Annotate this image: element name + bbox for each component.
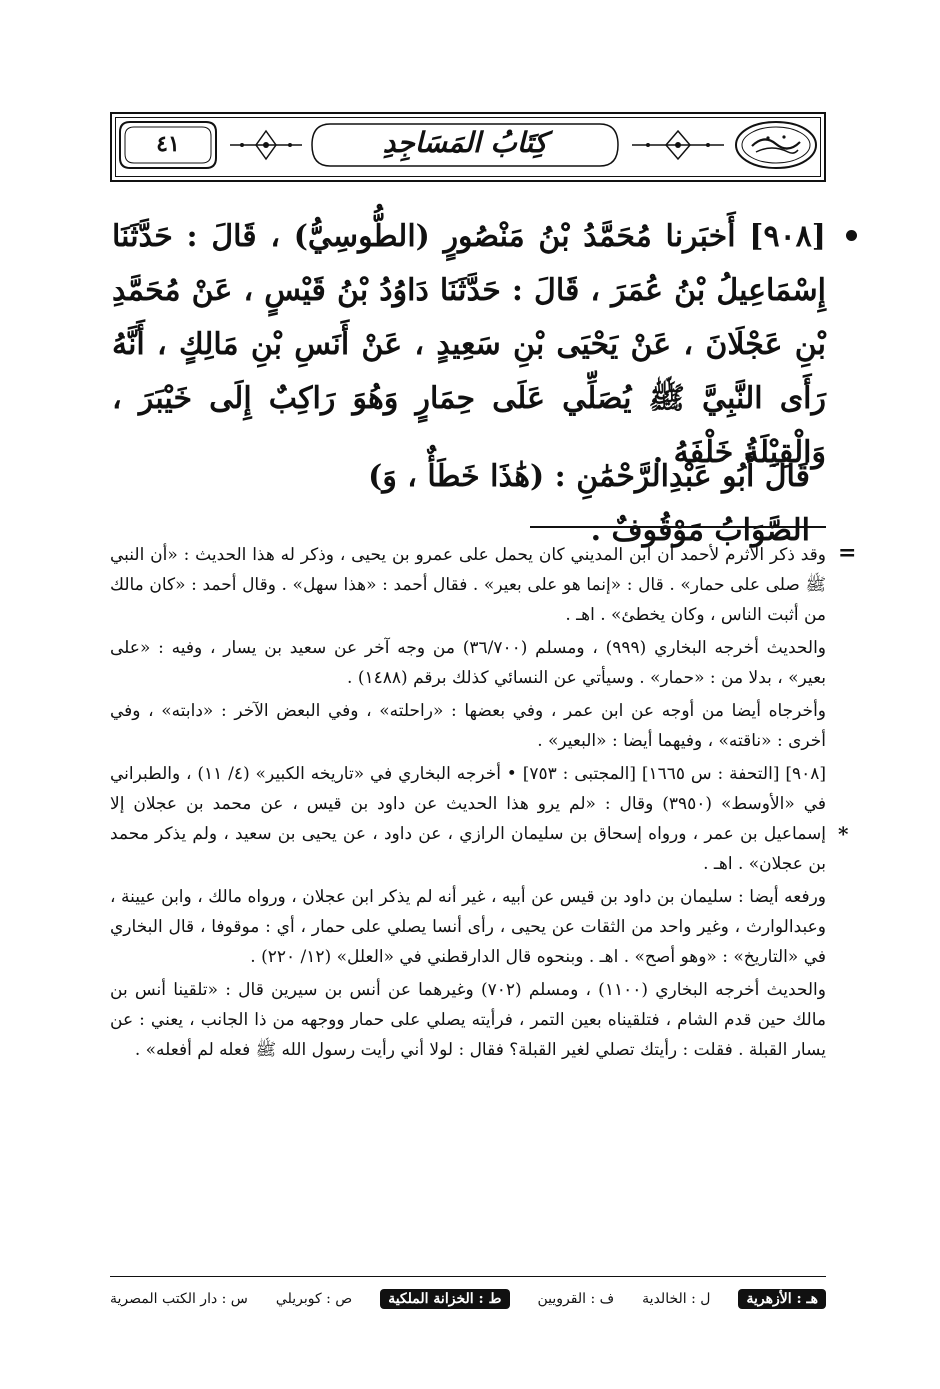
legend-item: س : دار الكتب المصرية: [110, 1291, 248, 1307]
legend-item: ل : الخالدية: [642, 1291, 711, 1307]
legend-item-highlighted: ط : الخزانة الملكية: [380, 1289, 509, 1309]
footnotes-block: [110, 540, 826, 1068]
footnote-paragraph: وقد ذكر الأثرم لأحمد أن ابن المديني كان يحمل على عمرو بن يحيى ، وذكر له هذا الحديث : «أن النبي ﷺ صلى على حمار» . قال : «إنما هو على بعير» . فقال أحمد : «هذا سهل» . وقال أحمد : «كان مالك من أثبت الناس ، وكان يخطئ» . اهـ .: [110, 545, 826, 625]
hadith-verdict: قَالَ أَبُو عَبْدِالرَّحْمَٰنِ : (هَٰذَا خَطَأٌ ، وَ) الصَّوَابُ مَوْقُوفٌ .: [368, 459, 810, 548]
footnote-divider: [530, 526, 826, 528]
page-number-box: [116, 118, 220, 172]
ornament-left-icon: [228, 128, 304, 162]
ornament-seal-icon: [732, 118, 820, 172]
footnote-star-mark: *: [838, 822, 849, 846]
footnote-paragraph: ورفعه أيضا : سليمان بن داود بن قيس عن أبيه ، غير أنه لم يذكر ابن عجلان ، ورواه مالك ، وابن عيينة ، وعبدالوارث ، وغير واحد من الثقات عن يحيى ، رأى أنسا يصلي على حمار ، أي : موقوفا ، قال البخاري في «التاريخ» : «وهو أصح» . اهـ . وبنحوه قال الدارقطني في «العلل» (١٢/ ٢٢٠) .: [110, 887, 826, 967]
footnote-paragraph: والحديث أخرجه البخاري (٩٩٩) ، ومسلم (٣٦/٧٠٠) من وجه آخر عن سعيد بن يسار ، وفيه : «على بعير» ، بدلا من : «حمار» . وسيأتي عن النسائي كذلك برقم (١٤٨٨) .: [110, 638, 827, 688]
footnote-paragraph: والحديث أخرجه البخاري (١١٠٠) ، ومسلم (٧٠٢) وغيرهما عن أنس بن سيرين قال : «تلقينا أنس بن مالك حين قدم الشام ، فتلقيناه بعين التمر ، فرأيته يصلي على حمار ووجهه من ذا الجانب ، يعني : عن يسار القبلة . فقلت : رأيتك تصلي لغير القبلة؟ فقال : لولا أني رأيت رسول الله ﷺ فعله لم أفعله» .: [110, 980, 826, 1060]
page-header: [110, 112, 826, 182]
legend-item-highlighted: هـ : الأزهرية: [738, 1289, 826, 1309]
hadith-main-text-block: [112, 210, 826, 480]
footnote-paragraph: [٩٠٨] [التحفة : س ١٦٦٥] [المجتبى : ٧٥٣] • أخرجه البخاري في «تاريخه الكبير» (٤/ ١١) ، والطبراني في «الأوسط» (٣٩٥٠) وقال : «لم يرو هذا الحديث عن داود بن قيس ، عن محمد بن عجلان إلا إسماعيل بن عمر ، ورواه إسحاق بن سليمان الرازي ، عن داود ، عن يحيى بن سعيد ، ولم يذكر محمد بن عجلان» . اهـ .: [110, 764, 826, 874]
legend-item: ص : كوبريلي: [275, 1291, 353, 1307]
hadith-text: [٩٠٨] أَخبَرنا مُحَمَّدُ بْنُ مَنْصُورٍ (الطُّوسِيُّ) ، قَالَ : حَدَّثَنَا إِسْمَاعِيلُ بْنُ عُمَرَ ، قَالَ : حَدَّثَنَا دَاوُدُ بْنُ قَيْسٍ ، عَنْ مُحَمَّدِ بْنِ عَجْلَانَ ، عَنْ يَحْيَى بْنِ سَعِيدٍ ، عَنْ أَنَسِ بْنِ مَالِكٍ ، أَنَّهُ رَأَى النَّبِيَّ ﷺ يُصَلِّي عَلَى حِمَارٍ وَهُوَ رَاكِبٌ إِلَى خَيْبَرَ ، وَالْقِبْلَةُ خَلْفَهُ .: [112, 219, 826, 470]
page-number: ٤١: [156, 131, 180, 157]
ornament-right-icon: [630, 128, 726, 162]
hadith-bullet: [846, 230, 857, 241]
legend-rule: [110, 1276, 826, 1277]
continuation-mark: =: [838, 540, 857, 566]
book-title-box: [310, 122, 620, 168]
book-title: كِتَابُ المَسَاجِدِ: [382, 126, 548, 159]
legend-item: ف : القرويين: [537, 1291, 615, 1307]
footnote-paragraph: وأخرجاه أيضا من أوجه عن ابن عمر ، وفي بعضها : «راحلته» ، وفي البعض الآخر : «دابته» ، وفي أخرى : «ناقته» ، وفيهما أيضا : «البعير» .: [110, 701, 826, 751]
manuscript-legend: [110, 1284, 826, 1314]
